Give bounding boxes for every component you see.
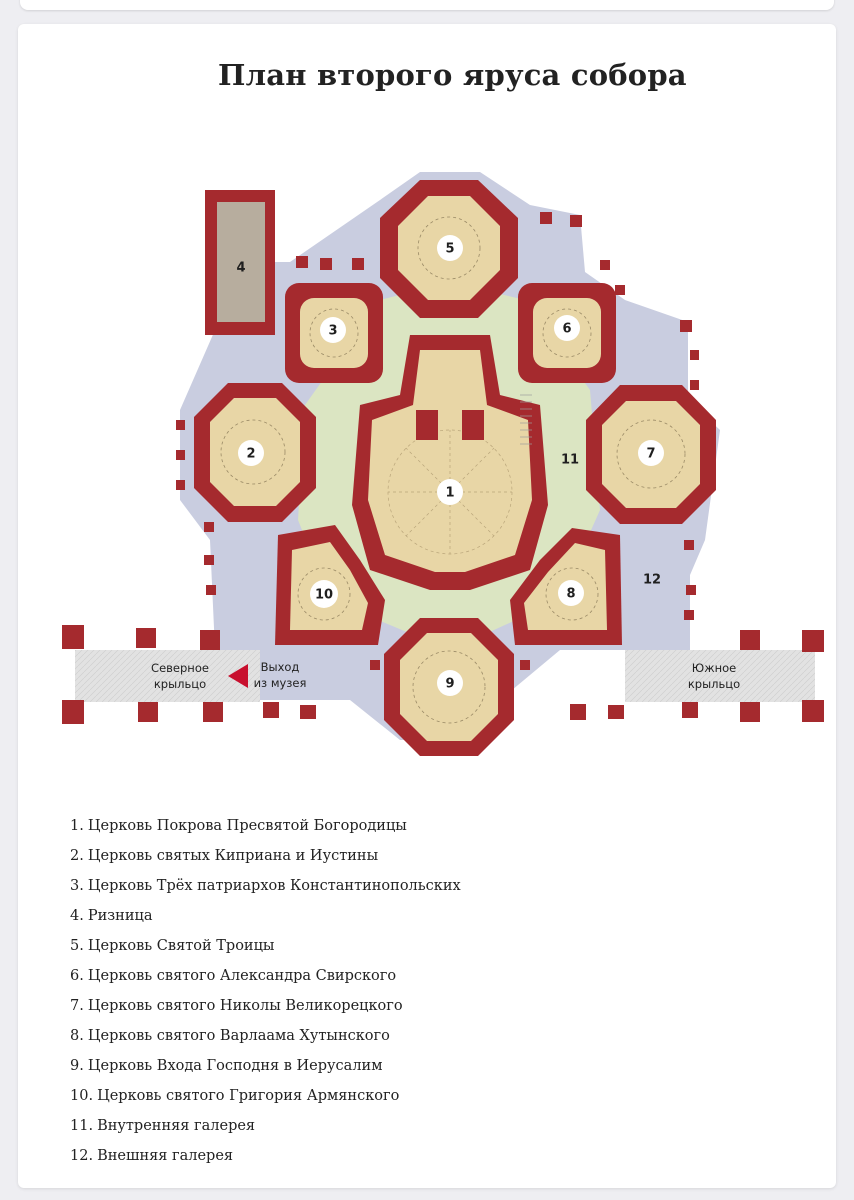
- room-number-2-text: 2: [246, 446, 256, 462]
- south-porch-pillar: [802, 700, 824, 722]
- room-number-2: [238, 440, 264, 466]
- south-porch-label-line1: Южное: [691, 661, 737, 675]
- room-number-4: [236, 261, 245, 276]
- legend-item-number: 4.: [70, 908, 84, 924]
- room-number-3: [320, 317, 346, 343]
- room-number-1: [437, 479, 463, 505]
- legend-item-text: Церковь святого Николы Великорецкого: [87, 998, 403, 1014]
- room-number-8: [558, 580, 584, 606]
- room-number-1-text: 1: [445, 485, 455, 501]
- room-number-9-text: 9: [445, 676, 455, 692]
- room-number-6-text: 6: [562, 321, 572, 337]
- room-number-9: [437, 670, 463, 696]
- legend-item: [70, 995, 461, 1025]
- legend-item-number: 6.: [70, 968, 84, 984]
- north-porch-label-line1: Северное: [151, 661, 209, 675]
- legend-item: [70, 875, 461, 905]
- church-1-pier: [416, 410, 438, 440]
- legend-item: [70, 1145, 461, 1175]
- legend-list: [70, 815, 461, 1175]
- south-porch-pillar: [682, 702, 698, 718]
- room-number-10-text: 10: [314, 587, 334, 603]
- room-number-3-text: 3: [328, 323, 338, 339]
- legend-item-text: Ризница: [87, 908, 153, 924]
- room-number-7: [638, 440, 664, 466]
- legend-item-text: Церковь Святой Троицы: [87, 938, 275, 954]
- south-porch-pillar: [802, 630, 824, 652]
- exit-label-line1: Выход: [260, 660, 300, 674]
- south-porch-hatch: [625, 650, 815, 702]
- room-number-11-text: 11: [560, 452, 580, 468]
- legend-item-text: Церковь святых Киприана и Иустины: [87, 848, 379, 864]
- exit-label-line2: из музея: [253, 676, 307, 690]
- legend-item-text: Внешняя галерея: [97, 1148, 234, 1164]
- room-number-7-text: 7: [646, 446, 656, 462]
- north-porch-label-line2: крыльцо: [153, 677, 207, 691]
- legend-item-number: 5.: [70, 938, 84, 954]
- legend-item: [70, 815, 461, 845]
- room-number-5-text: 5: [445, 241, 455, 257]
- room-number-5: [437, 235, 463, 261]
- legend-item-text: Церковь Покрова Пресвятой Богородицы: [87, 818, 407, 834]
- legend-item: [70, 1025, 461, 1055]
- north-porch-pillar: [62, 700, 84, 724]
- legend-item: [70, 1115, 461, 1145]
- legend-item-number: 11.: [70, 1118, 94, 1134]
- legend-item-number: 9.: [70, 1058, 84, 1074]
- north-porch-pillar: [138, 702, 158, 722]
- room-number-8-text: 8: [566, 586, 576, 602]
- legend-item-number: 8.: [70, 1028, 84, 1044]
- legend-item-text: Церковь святого Александра Свирского: [87, 968, 397, 984]
- north-porch-pillar: [62, 625, 84, 649]
- legend-item-text: Церковь Входа Господня в Иерусалим: [87, 1058, 383, 1074]
- legend-item-number: 7.: [70, 998, 84, 1014]
- legend-item: [70, 1055, 461, 1085]
- legend-item-number: 2.: [70, 848, 84, 864]
- room-number-12-text: 12: [642, 572, 662, 588]
- north-porch-pillar: [200, 630, 220, 650]
- page-title: План второго яруса собора: [218, 58, 687, 92]
- legend-item-text: Внутренняя галерея: [97, 1118, 256, 1134]
- room-number-4-text: 4: [236, 260, 246, 276]
- church-1-pier: [462, 410, 484, 440]
- legend-item-number: 3.: [70, 878, 84, 894]
- legend-item-number: 1.: [70, 818, 84, 834]
- legend-item: [70, 965, 461, 995]
- south-porch-pillar: [740, 630, 760, 650]
- legend-item: [70, 905, 461, 935]
- north-porch-pillar: [136, 628, 156, 648]
- room-number-10: [310, 580, 338, 608]
- legend-item-number: 12.: [70, 1148, 94, 1164]
- legend-item: [70, 935, 461, 965]
- legend-item: [70, 1085, 461, 1115]
- room-number-6: [554, 315, 580, 341]
- south-porch-pillar: [570, 704, 586, 720]
- north-porch-pillar: [203, 702, 223, 722]
- legend-item-text: Церковь святого Григория Армянского: [97, 1088, 400, 1104]
- legend-item-text: Церковь Трёх патриархов Константинопольских: [87, 878, 461, 894]
- south-porch-label-line2: крыльцо: [687, 677, 741, 691]
- legend-item-number: 10.: [70, 1088, 94, 1104]
- legend-item-text: Церковь святого Варлаама Хутынского: [87, 1028, 390, 1044]
- south-porch-pillar: [740, 702, 760, 722]
- legend-item: [70, 845, 461, 875]
